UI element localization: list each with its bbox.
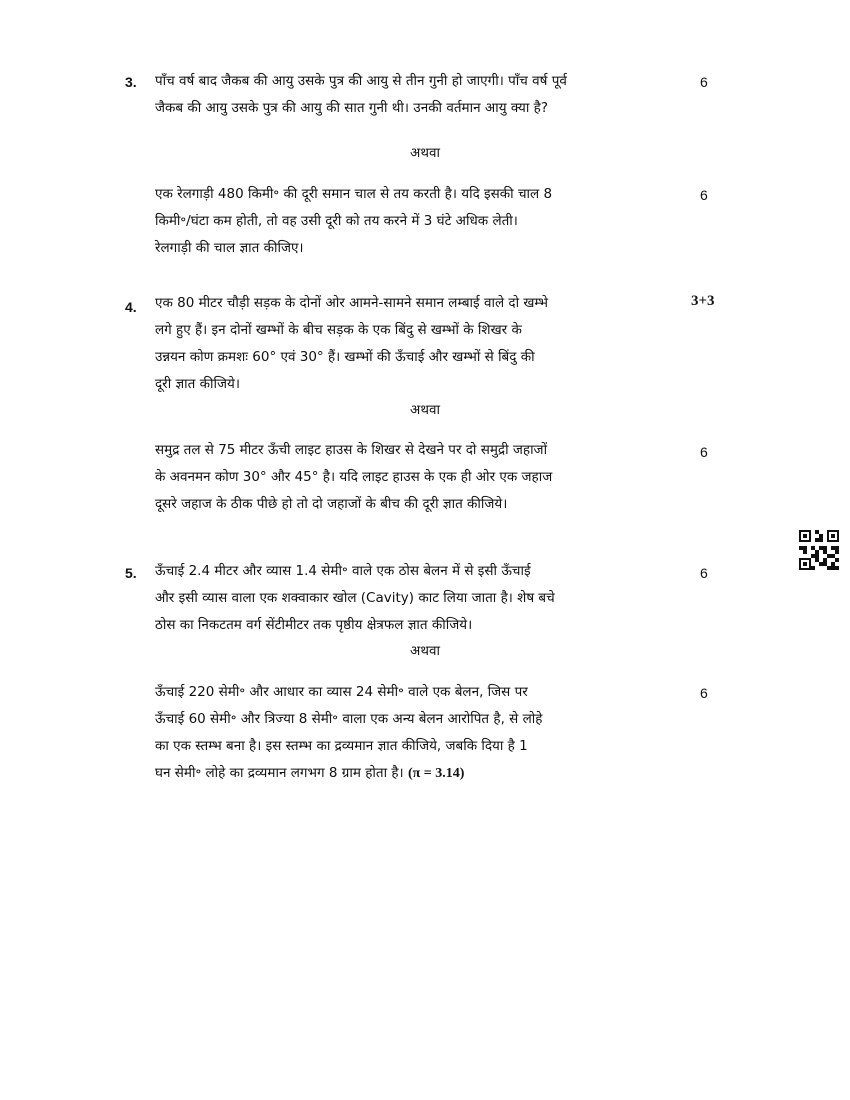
- question-4-alt-line: के अवनमन कोण 30° और 45° है। यदि लाइट हाउस के एक ही ओर एक जहाज: [155, 469, 553, 485]
- question-4-marks: 3+3: [691, 293, 715, 309]
- question-4-line: लगे हुए हैं। इन दोनों खम्भों के बीच सड़क के एक बिंदु से खम्भों के शिखर के: [155, 322, 522, 338]
- question-5-alt-line: घन सेमी॰ लोहे का द्रव्यमान लगभग 8 ग्राम होता है।: [155, 765, 408, 781]
- question-5-alternate-text: [155, 679, 670, 787]
- question-4-line: उन्नयन कोण क्रमशः 60° एवं 30° हैं। खम्भों की ऊँचाई और खम्भों से बिंदु की: [155, 349, 535, 365]
- question-3-or-label: अथवा: [410, 145, 440, 161]
- question-4-alternate-text: [155, 437, 670, 518]
- question-5-alt-line: ऊँचाई 220 सेमी॰ और आधार का व्यास 24 सेमी॰ वाले एक बेलन, जिस पर: [155, 684, 528, 700]
- pi-value-note: (π = 3.14): [407, 766, 465, 781]
- question-5-alternate-marks: 6: [700, 685, 708, 701]
- question-5-line: ऊँचाई 2.4 मीटर और व्यास 1.4 सेमी॰ वाले एक ठोस बेलन में से इसी ऊँचाई: [155, 563, 531, 579]
- question-4-alt-line: दूसरे जहाज के ठीक पीछे हो तो दो जहाजों के बीच की दूरी ज्ञात कीजिये।: [155, 496, 508, 512]
- question-5-alt-line: का एक स्तम्भ बना है। इस स्तम्भ का द्रव्यमान ज्ञात कीजिये, जबकि दिया है 1: [155, 738, 528, 754]
- question-3-line: पाँच वर्ष बाद जैकब की आयु उसके पुत्र की आयु से तीन गुनी हो जाएगी। पाँच वर्ष पूर्व: [155, 73, 567, 89]
- question-4-text: [155, 290, 670, 398]
- question-3-alternate-marks: 6: [700, 187, 708, 203]
- question-3-line: जैकब की आयु उसके पुत्र की आयु की सात गुनी थी। उनकी वर्तमान आयु क्या है?: [155, 100, 548, 116]
- question-5-alt-line: ऊँचाई 60 सेमी॰ और त्रिज्या 8 सेमी॰ वाला एक अन्य बेलन आरोपित है, से लोहे: [155, 711, 543, 727]
- question-3-number: 3.: [125, 74, 137, 90]
- question-5-or-label: अथवा: [410, 643, 440, 659]
- question-4-line: एक 80 मीटर चौड़ी सड़क के दोनों ओर आमने-सामने समान लम्बाई वाले दो खम्भे: [155, 295, 548, 311]
- question-5-number: 5.: [125, 565, 137, 581]
- question-5-alt-line-last: [155, 760, 670, 787]
- question-5-line: और इसी व्यास वाला एक शक्वाकार खोल (Cavity) काट लिया जाता है। शेष बचे: [155, 590, 555, 606]
- question-4-number: 4.: [125, 299, 137, 315]
- question-3-marks: 6: [700, 74, 708, 90]
- question-4-line: दूरी ज्ञात कीजिये।: [155, 376, 240, 392]
- question-4-alternate-marks: 6: [700, 444, 708, 460]
- question-5-marks: 6: [700, 565, 708, 581]
- question-3-alt-line: रेलगाड़ी की चाल ज्ञात कीजिए।: [155, 240, 304, 256]
- question-3-alt-line: किमी॰/घंटा कम होती, तो वह उसी दूरी को तय करने में 3 घंटे अधिक लेती।: [155, 213, 518, 229]
- question-5-text: [155, 558, 670, 639]
- question-3-alt-line: एक रेलगाड़ी 480 किमी॰ की दूरी समान चाल से तय करती है। यदि इसकी चाल 8: [155, 186, 553, 202]
- question-5-line: ठोस का निकटतम वर्ग सेंटीमीटर तक पृष्ठीय क्षेत्रफल ज्ञात कीजिये।: [155, 617, 473, 633]
- qr-code-icon: [799, 530, 839, 570]
- question-4-or-label: अथवा: [410, 402, 440, 418]
- question-3-alternate-text: [155, 181, 670, 262]
- question-4-alt-line: समुद्र तल से 75 मीटर ऊँची लाइट हाउस के शिखर से देखने पर दो समुद्री जहाजों: [155, 442, 548, 458]
- question-3-text: [155, 68, 670, 122]
